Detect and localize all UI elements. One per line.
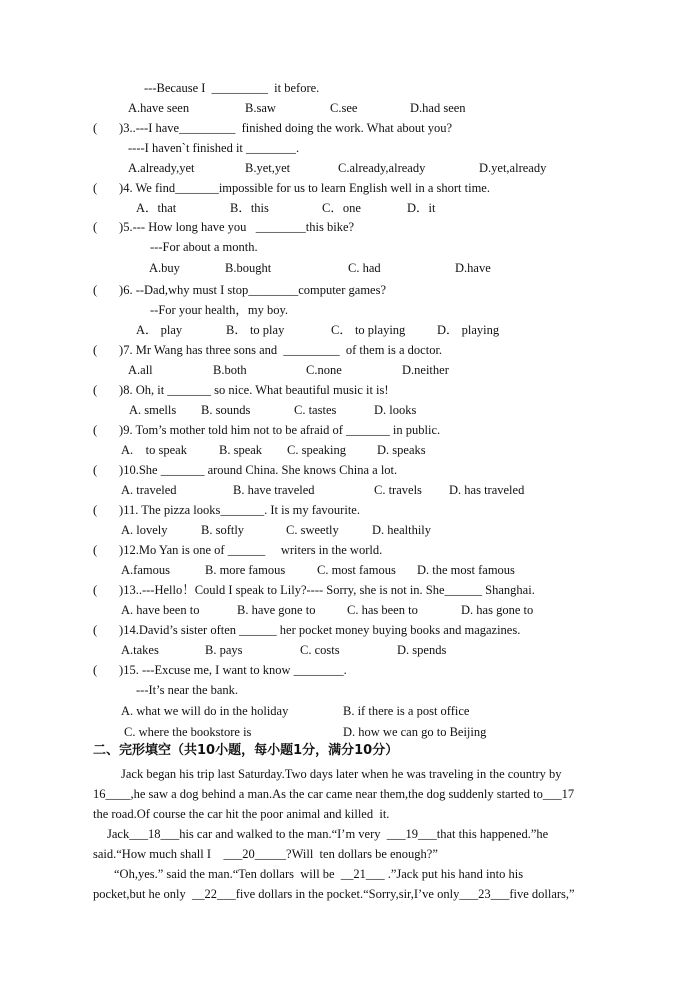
question-6: ( )6. --Dad,why must I stop________computer games? [93, 283, 386, 297]
option-a: A.already,yet [128, 161, 195, 175]
option-a: A.all [128, 363, 153, 377]
option-d: D.yet,already [479, 161, 547, 175]
option-d: D. spends [397, 643, 447, 657]
option-c: C. had [348, 261, 381, 275]
option-b: B. have gone to [237, 603, 316, 617]
passage-line: 16____,he saw a dog behind a man.As the car came near them,the dog suddenly started to___17 [93, 787, 575, 801]
option-b: B.both [213, 363, 247, 377]
option-d: D. healthily [372, 523, 432, 537]
option-a: A. what we will do in the holiday [121, 704, 289, 718]
option-d: D．it [407, 201, 436, 215]
option-b: B. if there is a post office [343, 704, 470, 718]
option-d: D. has traveled [449, 483, 525, 497]
option-c: C． to playing [331, 323, 406, 337]
option-d: D. the most famous [417, 563, 515, 577]
question-5-reply: ---For about a month. [150, 240, 258, 254]
option-c: C.see [330, 101, 358, 115]
option-a: A.takes [121, 643, 159, 657]
option-c: C.already,already [338, 161, 426, 175]
option-a: A. smells [129, 403, 177, 417]
section-heading: 二、完形填空（共10小题，每小题1分，满分10分） [93, 743, 399, 758]
option-b: B.yet,yet [245, 161, 291, 175]
option-b: B. softly [201, 523, 245, 537]
option-b: B．this [230, 201, 269, 215]
option-d: D.neither [402, 363, 449, 377]
option-d: D. how we can go to Beijing [343, 725, 487, 739]
question-3: ( )3..---I have_________ finished doing the work. What about you? [93, 121, 453, 135]
question-6-reply: --For your health，my boy. [150, 303, 289, 317]
option-a: A.famous [121, 563, 170, 577]
option-a: A． play [136, 323, 183, 337]
option-c: C. sweetly [286, 523, 339, 537]
option-c: C. where the bookstore is [124, 725, 252, 739]
option-c: C．one [322, 201, 361, 215]
question-5: ( )5.--- How long have you ________this bike? [93, 220, 355, 234]
option-b: B. speak [219, 443, 263, 457]
option-d: D.had seen [410, 101, 466, 115]
question-15: ( )15. ---Excuse me, I want to know ________. [93, 663, 347, 677]
option-d: D． playing [437, 323, 500, 337]
option-c: C. costs [300, 643, 340, 657]
question-7: ( )7. Mr Wang has three sons and _________ of them is a doctor. [93, 343, 443, 357]
option-a: A. to speak [121, 443, 187, 457]
option-c: C. has been to [347, 603, 418, 617]
passage-line: the road.Of course the car hit the poor animal and killed it. [93, 807, 390, 821]
option-a: A. lovely [121, 523, 168, 537]
passage-line: Jack___18___his car and walked to the man.“I’m very ___19___that this happened.”he [107, 827, 549, 841]
question-13: ( )13..---Hello！Could I speak to Lily?---- Sorry, she is not in. She______ Shanghai. [93, 583, 535, 597]
option-c: C. speaking [287, 443, 347, 457]
question-12: ( )12.Mo Yan is one of ______ writers in the world. [93, 543, 383, 557]
question-3-reply: ----I haven`t finished it ________. [128, 141, 300, 155]
question-4: ( )4. We find_______impossible for us to learn English well in a short time. [93, 181, 490, 195]
option-b: B. sounds [201, 403, 251, 417]
question-8: ( )8. Oh, it _______ so nice. What beautiful music it is! [93, 383, 389, 397]
passage-line: Jack began his trip last Saturday.Two days later when he was traveling in the country by [121, 767, 562, 781]
option-a: A.have seen [128, 101, 190, 115]
question-9: ( )9. Tom’s mother told him not to be afraid of _______ in public. [93, 423, 441, 437]
option-d: D.have [455, 261, 491, 275]
option-b: B.bought [225, 261, 272, 275]
option-a: A. traveled [121, 483, 177, 497]
question-10: ( )10.She _______ around China. She knows China a lot. [93, 463, 398, 477]
question-2-reply: ---Because I _________ it before. [144, 81, 320, 95]
question-15-reply: ---It’s near the bank. [136, 683, 239, 697]
option-c: C. tastes [294, 403, 337, 417]
passage-line: pocket,but he only __22___five dollars in the pocket.“Sorry,sir,I’ve only___23___five dollars,” [93, 887, 575, 901]
option-c: C. travels [374, 483, 422, 497]
option-a: A．that [136, 201, 177, 215]
option-c: C. most famous [317, 563, 396, 577]
option-b: B． to play [226, 323, 285, 337]
passage-line: said.“How much shall I ___20_____?Will ten dollars be enough?” [93, 847, 438, 861]
passage-line: “Oh,yes.” said the man.“Ten dollars will be __21___ .”Jack put his hand into his [114, 867, 524, 881]
option-b: B. have traveled [233, 483, 315, 497]
option-b: B. pays [205, 643, 243, 657]
option-a: A.buy [149, 261, 180, 275]
question-14: ( )14.David’s sister often ______ her pocket money buying books and magazines. [93, 623, 521, 637]
question-11: ( )11. The pizza looks_______. It is my favourite. [93, 503, 360, 517]
option-d: D. looks [374, 403, 417, 417]
option-c: C.none [306, 363, 342, 377]
option-b: B.saw [245, 101, 276, 115]
option-d: D. speaks [377, 443, 426, 457]
option-d: D. has gone to [461, 603, 534, 617]
option-a: A. have been to [121, 603, 200, 617]
option-b: B. more famous [205, 563, 286, 577]
